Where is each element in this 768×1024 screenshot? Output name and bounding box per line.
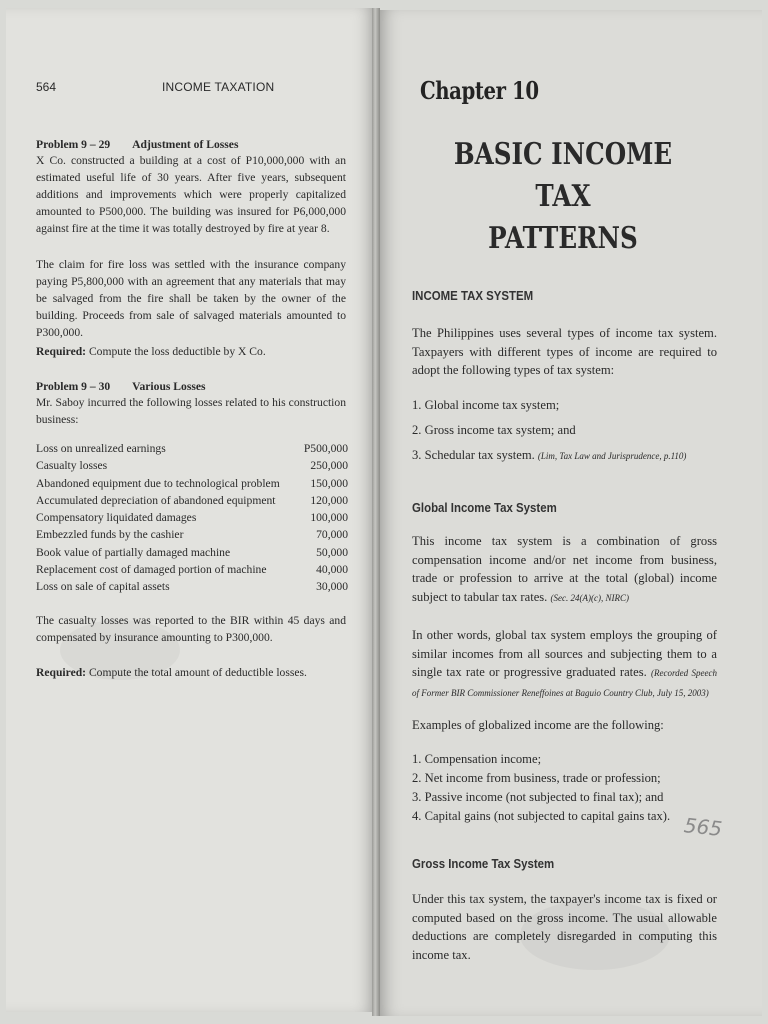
problem-number: Problem 9 – 30 [36, 380, 111, 393]
loss-label: Embezzled funds by the cashier [36, 528, 184, 542]
problem-paragraph: The casualty losses was reported to the BIR within 45 days and compensated by insurance amounting to P300,000. [36, 614, 346, 644]
loss-label: Book value of partially damaged machine [36, 545, 231, 559]
required-label: Required: [36, 345, 87, 358]
required-line [36, 664, 346, 681]
problem-title [36, 378, 346, 395]
problem-paragraph: X Co. constructed a building at a cost of P10,000,000 with an estimated useful life of 30 years. After five years, subsequent additions and improvements which were properly capitalized amounted to P500,000. The building was insured for P6,000,000 against fire at the time it was totally destroyed by fire at year 8. [36, 154, 346, 235]
list-item: 3. Passive income (not subjected to final tax); and [412, 790, 664, 804]
list-item [412, 423, 712, 448]
section-paragraph: Under this tax system, the taxpayer's income tax is fixed or computed based on the gross income. The usual allowable deductions are completely disregarded in computing this income tax. [412, 892, 717, 962]
loss-amount: 150,000 [310, 476, 348, 490]
loss-label: Accumulated depreciation of abandoned equipment [36, 493, 276, 507]
list-item-text: 2. Gross income tax system; and [412, 423, 576, 437]
table-row [36, 561, 348, 578]
list-item [412, 398, 712, 423]
list-item: 2. Net income from business, trade or profession; [412, 771, 661, 785]
list-item: 1. Compensation income; [412, 752, 542, 766]
section-paragraph [412, 626, 717, 702]
loss-label: Abandoned equipment due to technological problem [36, 476, 280, 490]
problem-number: Problem 9 – 29 [36, 138, 111, 151]
loss-amount: 30,000 [316, 580, 348, 594]
chapter-title-line: PATTERNS [488, 221, 638, 256]
loss-label: Compensatory liquidated damages [36, 511, 197, 525]
examples-list [412, 750, 712, 826]
table-row [36, 457, 348, 474]
required-text: Compute the total amount of deductible losses. [88, 666, 307, 679]
loss-label: Loss on unrealized earnings [36, 442, 166, 455]
loss-label: Replacement cost of damaged portion of machine [36, 563, 267, 577]
loss-amount: P500,000 [303, 442, 348, 455]
section-paragraph: Examples of globalized income are the following: [412, 718, 664, 732]
problem-paragraph: Mr. Saboy incurred the following losses related to his construction business: [36, 396, 346, 426]
section-paragraph: The Philippines uses several types of income tax system. Taxpayers with different types of income are required to adopt the following types of tax system: [412, 326, 717, 377]
section-paragraph [412, 532, 717, 607]
paragraph-text: This income tax system is a combination of gross compensation income and/or net income from business, trade or profession to arrive at the total (global) income subject to tabular tax rates. [412, 534, 717, 604]
loss-amount: 70,000 [316, 528, 348, 542]
chapter-title-line: BASIC INCOME TAX [453, 137, 673, 214]
list-item-text: 1. Global income tax system; [412, 398, 560, 412]
chapter-number: Chapter 10 [420, 76, 539, 105]
tax-system-list [412, 398, 712, 473]
problem-heading: Various Losses [132, 380, 206, 393]
loss-amount: 40,000 [316, 563, 348, 577]
loss-table [36, 440, 348, 596]
running-head: INCOME TAXATION [162, 80, 275, 94]
book-gutter [372, 8, 380, 1016]
table-row [36, 526, 348, 543]
table-row [36, 544, 348, 561]
citation: (Lim, Tax Law and Jurisprudence, p.110) [537, 451, 687, 461]
loss-label: Casualty losses [36, 459, 108, 473]
table-row [36, 440, 348, 457]
problem-heading: Adjustment of Losses [132, 138, 239, 151]
loss-amount: 100,000 [310, 511, 348, 525]
loss-amount: 120,000 [310, 493, 348, 507]
required-line [36, 343, 346, 360]
required-label: Required: [36, 666, 87, 679]
section-heading: Gross Income Tax System [412, 856, 555, 871]
loss-amount: 50,000 [316, 545, 348, 559]
table-row [36, 578, 348, 595]
problem-paragraph: The claim for fire loss was settled with the insurance company paying P5,800,000 with an agreement that any materials that may be salvaged from the fire shall be taken by the owner of the building. Proceeds from sale of salvaged materials amounted to P300,000. [36, 258, 346, 339]
loss-amount: 250,000 [310, 459, 348, 473]
section-heading: INCOME TAX SYSTEM [412, 288, 534, 303]
problem-title [36, 136, 346, 153]
table-row [36, 475, 348, 492]
citation: (Recorded Speech of Former BIR Commissioner Reneffoines at Baguio Country Club, July 15, 2003) [412, 668, 717, 698]
list-item-text: 3. Schedular tax system. [412, 448, 535, 462]
chapter-title [440, 134, 686, 260]
list-item: 4. Capital gains (not subjected to capital gains tax). [412, 809, 671, 823]
paragraph-text: In other words, global tax system employs the grouping of similar incomes from all sources and subjecting them to a single tax rate or progressive graduated rates. [412, 628, 717, 679]
handwritten-page-number: 565 [682, 813, 724, 841]
table-row [36, 492, 348, 509]
section-heading: Global Income Tax System [412, 500, 557, 515]
citation: (Sec. 24(A)(c), NIRC) [550, 592, 629, 603]
loss-label: Loss on sale of capital assets [36, 580, 170, 594]
page-number: 564 [36, 80, 57, 94]
required-text: Compute the loss deductible by X Co. [88, 345, 266, 358]
list-item [412, 448, 712, 473]
table-row [36, 509, 348, 526]
